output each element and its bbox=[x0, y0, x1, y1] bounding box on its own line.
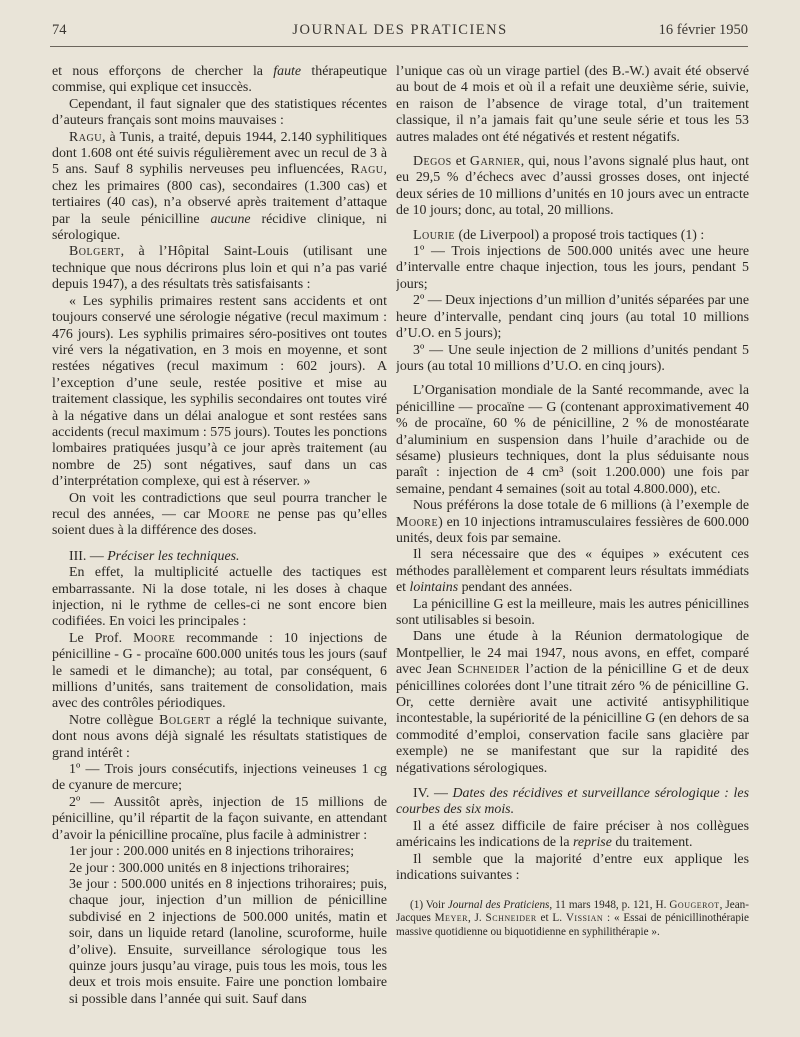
text-run: , à l’Hôpital Saint-Louis (utilisant une technique que nous décrirons plus loin et qui n’a pas varié depuis 1947), a des résultats très satisfaisants : bbox=[52, 244, 387, 293]
text-run: 1er jour : 200.000 unités en 8 injections trihoraires; bbox=[69, 844, 355, 860]
paragraph bbox=[396, 244, 749, 293]
paragraph bbox=[52, 294, 387, 491]
text-run: ne pense pas qu’elles soient dues à la différence des doses. bbox=[52, 506, 387, 539]
text-run: , Jean-Jacques bbox=[396, 898, 749, 925]
paragraph bbox=[396, 154, 749, 220]
author-name: Bolgert bbox=[159, 712, 211, 728]
section-heading bbox=[396, 786, 749, 819]
italic-text: Journal des Praticiens bbox=[447, 898, 550, 911]
text-run: L’Organisation mondiale de la Santé recommande, avec la pénicilline — procaïne — G (contenant approximativement 40 % de procaïne, 60 % de pénicilline, 2 % de monostéarate d’aluminium en suspension dans l’huile d’arachide ou de sésame) plusieurs techniques, dont la plus séduisante nous paraît : injection de 4 cm³ (soit 1.200.000) une fois par semaine, pendant 4 semaines (soit au total 4.800.000), etc. bbox=[396, 383, 749, 497]
paragraph bbox=[52, 565, 387, 631]
issue-date: 16 février 1950 bbox=[658, 22, 748, 38]
italic-text: Dates des récidives et surveillance sérologique : les courbes des six mois. bbox=[396, 786, 749, 818]
footnote-text bbox=[396, 899, 749, 940]
paragraph bbox=[396, 293, 749, 342]
text-run: et L. bbox=[536, 912, 566, 925]
paragraph bbox=[396, 383, 749, 498]
footnote bbox=[396, 899, 749, 940]
author-name: Bolgert bbox=[69, 244, 121, 260]
paragraph bbox=[396, 597, 749, 630]
text-run: 2º — Deux injections d’un million d’unités séparées par une heure d’intervalle, pendant cinq jours (au total 10 millions d’U.O. en 5 jours); bbox=[396, 293, 749, 342]
author-name: Moore bbox=[396, 514, 439, 530]
running-header bbox=[52, 22, 748, 44]
text-run: , à Tunis, a traité, depuis 1944, 2.140 syphilitiques dont 1.608 ont été suivis régulièrement avec un recul de 3 à 5 ans. Sauf 8 syphilis nerveuses peu influencées, bbox=[52, 129, 387, 178]
author-name: Lourie bbox=[413, 227, 456, 243]
text-run: (1) Voir bbox=[410, 898, 448, 911]
paragraph bbox=[52, 762, 387, 795]
paragraph bbox=[396, 547, 749, 596]
paragraph bbox=[52, 491, 387, 540]
paragraph bbox=[396, 228, 749, 244]
paragraph bbox=[396, 629, 749, 777]
author-name: Meyer bbox=[434, 912, 468, 925]
paragraph bbox=[52, 64, 387, 97]
author-name: Schneider bbox=[485, 912, 537, 925]
text-run: Il semble que la majorité d’entre eux applique les indications suivantes : bbox=[396, 851, 749, 884]
paragraph bbox=[52, 795, 387, 844]
text-run: 2º — Aussitôt après, injection de 15 millions de pénicilline, qu’il répartit de la façon suivante, en attendant d’avoir la pénicilline procaïne, plus facile à administrer : bbox=[52, 794, 387, 843]
text-run: Notre collègue bbox=[69, 712, 160, 728]
text-run: l’unique cas où un virage partiel (des B.-W.) avait été observé au bout de 4 mois et où il a refait une deuxième série, suivie, en raison de l’absence de virage total, d’un traitement classique, il n’a jamais fait qu’une seule série et tous les 53 autres malades ont été négativés et restent négatifs. bbox=[396, 64, 749, 145]
text-run: Il a été assez difficile de faire préciser à nos collègues américains les indications de la bbox=[396, 818, 749, 851]
text-run: IV. — bbox=[413, 786, 453, 802]
text-run: et nous efforçons de chercher la bbox=[52, 64, 274, 79]
text-run: 2e jour : 300.000 unités en 8 injections trihoraires; bbox=[69, 860, 350, 876]
text-run: du traitement. bbox=[611, 835, 693, 851]
author-name: Ragu bbox=[350, 162, 384, 178]
text-run: Cependant, il faut signaler que des statistiques récentes d’auteurs français sont moins mauvaises : bbox=[52, 96, 387, 129]
text-run: ) en 10 injections intramusculaires fessières de 600.000 unités, deux fois par semaine. bbox=[396, 514, 749, 546]
italic-text: faute bbox=[273, 64, 302, 79]
author-name: Schneider bbox=[457, 662, 521, 678]
text-run: 1º — Trois injections de 500.000 unités avec une heure d’intervalle entre chaque injection, tous les jours, pendant 5 jours; bbox=[396, 244, 749, 292]
text-run: Nous préférons la dose totale de 6 millions (à l’exemple de bbox=[413, 498, 749, 514]
paragraph bbox=[396, 64, 749, 146]
list-item bbox=[52, 844, 387, 860]
text-run: 1º — Trois jours consécutifs, injections veineuses 1 cg de cyanure de mercure; bbox=[52, 762, 387, 794]
text-run: (de Liverpool) a proposé trois tactiques (1) : bbox=[455, 227, 705, 243]
section-heading bbox=[52, 549, 387, 565]
text-run: , 11 mars 1948, p. 121, H. bbox=[549, 898, 670, 911]
author-name: Moore bbox=[133, 630, 176, 646]
italic-text: reprise bbox=[573, 835, 612, 851]
text-run: : « Essai de pénicillinothérapie massive quotidienne ou biquotidienne en syphilithérapie ». bbox=[396, 912, 749, 938]
paragraph bbox=[52, 244, 387, 293]
header-rule bbox=[50, 46, 748, 47]
text-run: recommande : 10 injections de pénicilline - G - procaïne 600.000 unités tous les jours (sauf le samedi et le dimanche); au total, par conséquent, 6 millions d’unités, sans traitement de consolidation, mais avec des contrôles périodiques. bbox=[52, 630, 387, 712]
text-run: En effet, la multiplicité actuelle des tactiques est embarrassante. Ni la dose totale, ni les doses à chaque injection, ni le rythme de celles-ci ne sont encore bien codifiées. En voici les principales : bbox=[52, 565, 387, 630]
paragraph bbox=[52, 97, 387, 130]
list-item bbox=[52, 877, 387, 1008]
page-number: 74 bbox=[52, 22, 67, 38]
text-run: Dans une étude à la Réunion dermatologique de Montpellier, le 24 mai 1947, nous avons, en effet, comparé avec Jean bbox=[396, 629, 749, 678]
text-run: thérapeutique commise, qui explique cet insuccès. bbox=[52, 64, 387, 96]
text-run: récidive clinique, ni sérologique. bbox=[52, 211, 387, 244]
text-run: , chez les primaires (800 cas), secondaires (1.300 cas) et tertiaires (40 cas), n’a observé après traitement d’attaque par la seule pénicilline bbox=[52, 162, 387, 227]
italic-text: aucune bbox=[210, 211, 251, 227]
paragraph bbox=[52, 713, 387, 762]
paragraph bbox=[396, 852, 749, 885]
text-run: « Les syphilis primaires restent sans accidents et ont toujours conservé une sérologie négative (recul maximum : 476 jours). Les syphilis primaires séro-positives ont toutes viré vers la négativation, en 3 mois en moyenne, et sont restées négatives (recul maximum : 602 jours). A l’exception d’une seule, restée positive et mise au traitement classique, les syphilis secondaires ont toutes viré à la négative dans un délai analogue et sont restées sans accidents (recul maximum : 575 jours). Toutes les ponctions lombaires pratiquées jusqu’à ce jour après traitement (au nombre de 25) sont négatives, sauf dans un cas d’interprétation complexe, qui est à réserver. » bbox=[52, 293, 387, 490]
text-run: pendant des années. bbox=[458, 580, 573, 596]
paragraph bbox=[396, 819, 749, 852]
italic-text: lointains bbox=[409, 580, 459, 596]
paragraph bbox=[396, 343, 749, 376]
author-name: Vissian bbox=[565, 912, 604, 925]
text-run: , J. bbox=[467, 912, 486, 925]
text-run: Le Prof. bbox=[69, 630, 134, 646]
text-run: La pénicilline G est la meilleure, mais les autres pénicillines sont utilisables si besoin. bbox=[396, 596, 749, 628]
author-name: Moore bbox=[207, 506, 250, 522]
paragraph bbox=[396, 498, 749, 547]
text-run: l’action de la pénicilline G et de deux pénicillines colorées dont l’une titrait zéro % de pénicilline G. Or, cette dernière avait une activité antisyphilitique incontestable, la supériorité de la pénicilline G (en dehors de sa commodité d’emploi, conservation facile sans glacière par exemple) ne se manifestant que sur la rapidité des négativations sérologiques. bbox=[396, 662, 749, 776]
right-column bbox=[396, 64, 749, 1024]
text-run: 3e jour : 500.000 unités en 8 injections trihoraires; puis, chaque jour, injection d’un million de pénicilline subdivisé en 2 injections de 500.000 unités, matin et soir, dans un liquide retard (lanoline, scuroforme, huile d’olive). Ensuite, surveillance sérologique tous les quinze jours jusqu’au virage, puis tous les mois, tous les deux et trois mois ensuite. Faire une ponction lombaire si possible dans l’année qui suit. Sauf dans bbox=[69, 876, 387, 1007]
text-run: III. — bbox=[69, 548, 108, 564]
author-name: Garnier bbox=[469, 154, 521, 170]
journal-title: JOURNAL DES PRATICIENS bbox=[292, 22, 508, 38]
author-name: Gougerot bbox=[669, 898, 720, 911]
text-run: On voit les contradictions que seul pourra trancher le recul des années, — car bbox=[52, 490, 387, 522]
text-run: 3º — Une seule injection de 2 millions d’unités pendant 5 jours (au total 10 millions d’U.O. en cinq jours). bbox=[396, 342, 749, 374]
list-item bbox=[52, 861, 387, 877]
left-column bbox=[52, 64, 387, 1024]
text-run: Il sera nécessaire que des « équipes » exécutent ces méthodes parallèlement et comparent leurs résultats immédiats et bbox=[396, 547, 749, 596]
author-name: Ragu bbox=[69, 129, 102, 145]
text-run: , qui, nous l’avons signalé plus haut, ont eu 29,5 % d’échecs avec d’aussi grosses doses, ont injecté deux séries de 10 millions d’unités en 10 jours avec un entracte de 10 jours; donc, au total, 20 millions. bbox=[396, 154, 749, 219]
author-name: Degos bbox=[413, 154, 452, 170]
paragraph bbox=[52, 631, 387, 713]
paragraph bbox=[52, 130, 387, 245]
text-run: a réglé la technique suivante, dont nous avons déjà signalé les résultats statistiques de grand intérêt : bbox=[52, 712, 387, 761]
italic-text: Préciser les techniques. bbox=[107, 548, 240, 564]
text-run: et bbox=[451, 154, 470, 170]
